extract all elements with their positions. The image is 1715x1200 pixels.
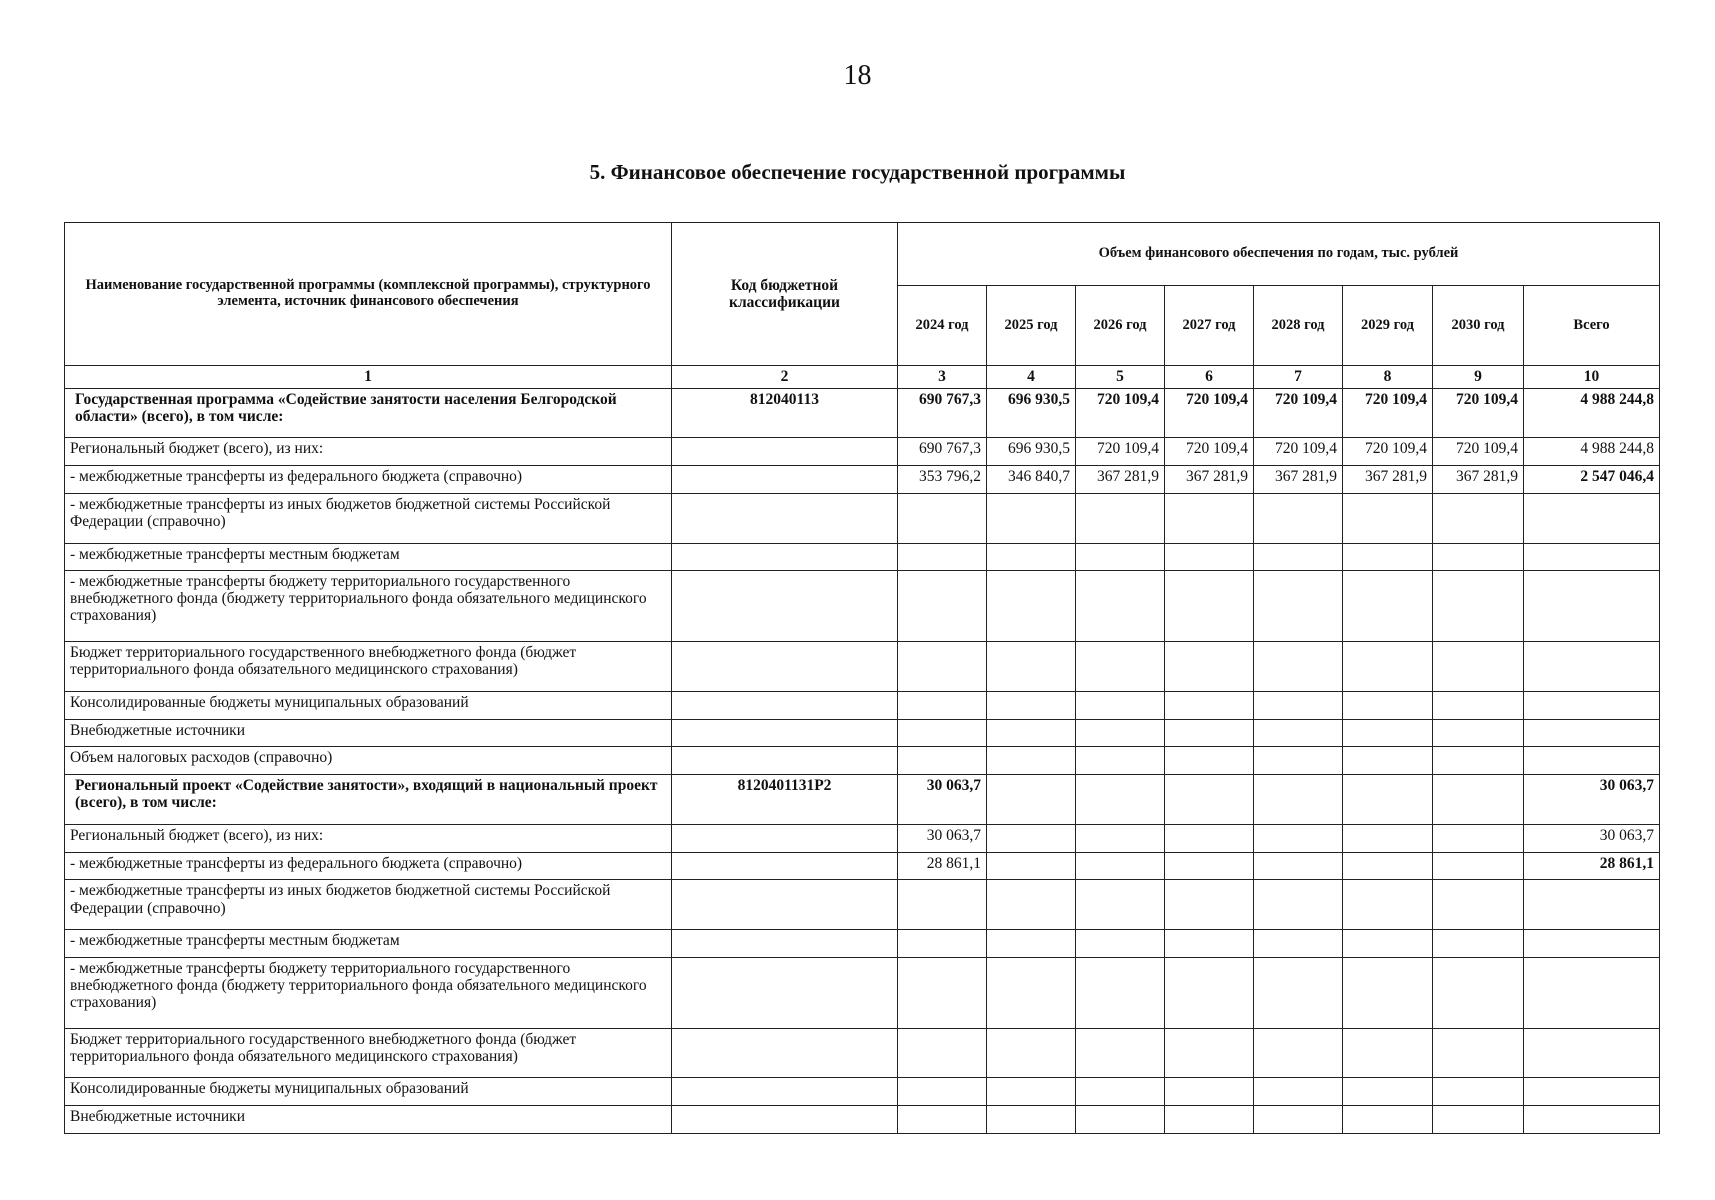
column-number: 2	[672, 366, 898, 389]
row-year-value	[1076, 929, 1165, 957]
row-total-value	[1524, 747, 1660, 775]
row-year-value	[1076, 957, 1165, 1028]
row-year-value	[898, 1105, 987, 1133]
row-code	[672, 929, 898, 957]
row-year-value	[1076, 880, 1165, 929]
row-year-value	[1254, 494, 1343, 543]
row-code: 812040113	[672, 389, 898, 438]
row-year-value	[987, 775, 1076, 824]
row-year-value	[1076, 494, 1165, 543]
row-year-value	[987, 494, 1076, 543]
row-code	[672, 1105, 898, 1133]
table-row	[65, 880, 1660, 929]
row-year-value: 30 063,7	[898, 824, 987, 852]
row-year-value: 696 930,5	[987, 389, 1076, 438]
header-name-column: Наименование государственной программы (комплексной программы), структурного элемента, источник финансового обеспечения	[65, 223, 672, 366]
row-year-value	[987, 929, 1076, 957]
row-year-value	[1076, 775, 1165, 824]
row-code	[672, 1028, 898, 1077]
row-year-value	[987, 1105, 1076, 1133]
row-total-value	[1524, 719, 1660, 747]
row-year-value	[1433, 543, 1524, 571]
row-year-value	[1254, 719, 1343, 747]
row-year-value	[987, 691, 1076, 719]
row-name: - межбюджетные трансферты из федерального бюджета (справочно)	[65, 466, 672, 494]
row-year-value	[1433, 571, 1524, 642]
table-row	[65, 691, 1660, 719]
row-year-value	[898, 543, 987, 571]
row-year-value	[987, 747, 1076, 775]
row-year-value	[1254, 880, 1343, 929]
row-year-value: 720 109,4	[1343, 389, 1433, 438]
row-year-value: 720 109,4	[1254, 389, 1343, 438]
row-year-value	[898, 571, 987, 642]
row-total-value	[1524, 571, 1660, 642]
row-year-value	[987, 642, 1076, 691]
row-year-value	[1433, 494, 1524, 543]
row-year-value	[898, 691, 987, 719]
row-code: 8120401131Р2	[672, 775, 898, 824]
row-name: Внебюджетные источники	[65, 719, 672, 747]
row-year-value	[1076, 719, 1165, 747]
row-year-value	[898, 494, 987, 543]
row-total-value	[1524, 929, 1660, 957]
row-year-value	[1433, 824, 1524, 852]
row-year-value	[1076, 747, 1165, 775]
row-year-value	[1254, 1028, 1343, 1077]
row-year-value	[1343, 691, 1433, 719]
row-year-value	[1433, 852, 1524, 880]
row-code	[672, 824, 898, 852]
column-number: 5	[1076, 366, 1165, 389]
row-year-value: 720 109,4	[1076, 438, 1165, 466]
row-year-value: 720 109,4	[1076, 389, 1165, 438]
row-year-value: 367 281,9	[1165, 466, 1254, 494]
row-year-value	[1433, 1105, 1524, 1133]
row-total-value: 28 861,1	[1524, 852, 1660, 880]
row-year-value: 30 063,7	[898, 775, 987, 824]
row-year-value	[1343, 824, 1433, 852]
row-year-value	[1433, 957, 1524, 1028]
row-total-value	[1524, 1105, 1660, 1133]
table-row	[65, 543, 1660, 571]
row-total-value: 30 063,7	[1524, 775, 1660, 824]
table-row	[65, 747, 1660, 775]
row-year-value	[1254, 1105, 1343, 1133]
row-year-value: 353 796,2	[898, 466, 987, 494]
row-year-value	[1343, 957, 1433, 1028]
row-year-value	[1076, 1105, 1165, 1133]
row-year-value	[1165, 775, 1254, 824]
row-total-value	[1524, 494, 1660, 543]
row-year-value	[1165, 852, 1254, 880]
row-year-value	[1076, 543, 1165, 571]
row-year-value	[1343, 719, 1433, 747]
row-year-value	[1343, 543, 1433, 571]
header-row	[65, 223, 1660, 286]
column-numbers-row	[65, 366, 1660, 389]
row-year-value	[987, 880, 1076, 929]
row-year-value	[1433, 880, 1524, 929]
row-year-value	[1343, 1105, 1433, 1133]
row-year-value	[1254, 571, 1343, 642]
row-year-value	[898, 1028, 987, 1077]
row-year-value	[898, 747, 987, 775]
row-total-value	[1524, 1028, 1660, 1077]
table-row	[65, 494, 1660, 543]
table-row	[65, 466, 1660, 494]
row-name: Бюджет территориального государственного внебюджетного фонда (бюджет территориального фонда обязательного медицинского страхования)	[65, 642, 672, 691]
row-name: Объем налоговых расходов (справочно)	[65, 747, 672, 775]
row-total-value	[1524, 1078, 1660, 1106]
row-year-value	[1076, 1078, 1165, 1106]
row-year-value	[1254, 852, 1343, 880]
row-year-value	[1433, 775, 1524, 824]
header-total: Всего	[1524, 286, 1660, 366]
header-year: 2025 год	[987, 286, 1076, 366]
column-number: 7	[1254, 366, 1343, 389]
row-year-value: 367 281,9	[1433, 466, 1524, 494]
row-code	[672, 719, 898, 747]
row-year-value	[1433, 929, 1524, 957]
row-year-value	[1343, 880, 1433, 929]
row-year-value: 367 281,9	[1076, 466, 1165, 494]
row-total-value: 4 988 244,8	[1524, 438, 1660, 466]
row-year-value	[1165, 719, 1254, 747]
row-year-value	[1165, 1105, 1254, 1133]
row-name: - межбюджетные трансферты местным бюджетам	[65, 543, 672, 571]
table-row	[65, 1078, 1660, 1106]
table-row	[65, 1028, 1660, 1077]
row-code	[672, 1078, 898, 1106]
column-number: 9	[1433, 366, 1524, 389]
row-year-value: 367 281,9	[1254, 466, 1343, 494]
row-name: - межбюджетные трансферты местным бюджетам	[65, 929, 672, 957]
row-code	[672, 571, 898, 642]
row-year-value	[898, 929, 987, 957]
header-volume-group: Объем финансового обеспечения по годам, тыс. рублей	[898, 223, 1660, 286]
row-code	[672, 957, 898, 1028]
row-year-value	[1165, 1028, 1254, 1077]
row-year-value	[1254, 957, 1343, 1028]
row-total-value	[1524, 691, 1660, 719]
row-year-value	[1343, 852, 1433, 880]
table-row	[65, 571, 1660, 642]
row-total-value: 4 988 244,8	[1524, 389, 1660, 438]
row-code	[672, 642, 898, 691]
row-code	[672, 691, 898, 719]
header-year: 2028 год	[1254, 286, 1343, 366]
row-year-value	[1254, 691, 1343, 719]
row-year-value	[987, 824, 1076, 852]
row-year-value: 696 930,5	[987, 438, 1076, 466]
row-year-value	[1254, 747, 1343, 775]
row-year-value	[1165, 494, 1254, 543]
row-year-value	[1254, 642, 1343, 691]
row-code	[672, 747, 898, 775]
row-name: Региональный бюджет (всего), из них:	[65, 438, 672, 466]
row-year-value: 367 281,9	[1343, 466, 1433, 494]
row-year-value	[1343, 1028, 1433, 1077]
row-year-value	[1433, 747, 1524, 775]
financing-table	[64, 222, 1660, 1134]
row-year-value	[1076, 852, 1165, 880]
row-year-value	[1254, 1078, 1343, 1106]
row-total-value	[1524, 957, 1660, 1028]
column-number: 1	[65, 366, 672, 389]
row-code	[672, 466, 898, 494]
section-title: 5. Финансовое обеспечение государственной программы	[589, 160, 1126, 184]
row-year-value	[1343, 747, 1433, 775]
row-year-value	[987, 719, 1076, 747]
row-code	[672, 880, 898, 929]
row-year-value: 690 767,3	[898, 438, 987, 466]
table-row	[65, 852, 1660, 880]
row-year-value	[1343, 1078, 1433, 1106]
row-name: - межбюджетные трансферты из иных бюджетов бюджетной системы Российской Федерации (справочно)	[65, 880, 672, 929]
row-code	[672, 438, 898, 466]
row-year-value	[987, 957, 1076, 1028]
column-number: 8	[1343, 366, 1433, 389]
row-name: - межбюджетные трансферты из иных бюджетов бюджетной системы Российской Федерации (справочно)	[65, 494, 672, 543]
row-year-value	[1343, 642, 1433, 691]
row-year-value: 720 109,4	[1254, 438, 1343, 466]
row-year-value: 720 109,4	[1165, 389, 1254, 438]
row-year-value	[1165, 880, 1254, 929]
row-name: Государственная программа «Содействие занятости населения Белгородской области» (всего), в том числе:	[65, 389, 672, 438]
row-year-value	[1165, 571, 1254, 642]
table-row	[65, 389, 1660, 438]
table-row	[65, 642, 1660, 691]
header-year: 2029 год	[1343, 286, 1433, 366]
row-name: Консолидированные бюджеты муниципальных образований	[65, 691, 672, 719]
row-code	[672, 852, 898, 880]
row-code	[672, 494, 898, 543]
row-year-value	[1433, 1078, 1524, 1106]
row-name: - межбюджетные трансферты бюджету территориального государственного внебюджетного фонда (бюджету территориального фонда обязательного медицинского страхования)	[65, 957, 672, 1028]
row-year-value	[1254, 824, 1343, 852]
column-number: 3	[898, 366, 987, 389]
row-year-value	[1254, 775, 1343, 824]
row-total-value: 2 547 046,4	[1524, 466, 1660, 494]
table-row	[65, 1105, 1660, 1133]
row-name: Бюджет территориального государственного внебюджетного фонда (бюджет территориального фонда обязательного медицинского страхования)	[65, 1028, 672, 1077]
table-row	[65, 775, 1660, 824]
row-year-value: 720 109,4	[1433, 389, 1524, 438]
row-year-value	[987, 852, 1076, 880]
header-code-column: Код бюджетной классификации	[672, 223, 898, 366]
row-name: Консолидированные бюджеты муниципальных образований	[65, 1078, 672, 1106]
header-year: 2030 год	[1433, 286, 1524, 366]
row-year-value: 346 840,7	[987, 466, 1076, 494]
row-year-value	[1165, 929, 1254, 957]
table-row	[65, 438, 1660, 466]
row-year-value	[1165, 691, 1254, 719]
row-year-value	[1165, 543, 1254, 571]
row-year-value	[898, 719, 987, 747]
row-name: - межбюджетные трансферты из федерального бюджета (справочно)	[65, 852, 672, 880]
row-year-value: 690 767,3	[898, 389, 987, 438]
row-year-value	[1165, 1078, 1254, 1106]
row-year-value	[1343, 929, 1433, 957]
row-year-value	[898, 880, 987, 929]
row-year-value	[1165, 957, 1254, 1028]
row-year-value: 720 109,4	[1165, 438, 1254, 466]
row-name: Региональный проект «Содействие занятости», входящий в национальный проект (всего), в том числе:	[65, 775, 672, 824]
row-year-value	[987, 1028, 1076, 1077]
row-year-value: 720 109,4	[1433, 438, 1524, 466]
row-year-value	[898, 1078, 987, 1106]
table-row	[65, 957, 1660, 1028]
row-name: Внебюджетные источники	[65, 1105, 672, 1133]
row-year-value	[1076, 1028, 1165, 1077]
row-code	[672, 543, 898, 571]
row-total-value: 30 063,7	[1524, 824, 1660, 852]
row-name: Региональный бюджет (всего), из них:	[65, 824, 672, 852]
row-year-value	[898, 642, 987, 691]
row-year-value	[987, 543, 1076, 571]
row-year-value	[1433, 642, 1524, 691]
table-row	[65, 929, 1660, 957]
row-year-value: 28 861,1	[898, 852, 987, 880]
row-year-value	[1343, 571, 1433, 642]
row-total-value	[1524, 880, 1660, 929]
row-year-value	[1433, 691, 1524, 719]
row-year-value	[1343, 494, 1433, 543]
row-year-value	[1254, 929, 1343, 957]
row-year-value	[987, 1078, 1076, 1106]
header-year: 2027 год	[1165, 286, 1254, 366]
header-year: 2026 год	[1076, 286, 1165, 366]
column-number: 6	[1165, 366, 1254, 389]
page-number: 18	[843, 60, 872, 91]
row-year-value	[898, 957, 987, 1028]
table-row	[65, 824, 1660, 852]
row-year-value: 720 109,4	[1343, 438, 1433, 466]
row-year-value	[1433, 1028, 1524, 1077]
row-year-value	[1165, 824, 1254, 852]
row-year-value	[1165, 747, 1254, 775]
row-year-value	[1076, 691, 1165, 719]
row-total-value	[1524, 543, 1660, 571]
row-total-value	[1524, 642, 1660, 691]
column-number: 10	[1524, 366, 1660, 389]
row-year-value	[1076, 824, 1165, 852]
header-year: 2024 год	[898, 286, 987, 366]
column-number: 4	[987, 366, 1076, 389]
row-year-value	[987, 571, 1076, 642]
row-year-value	[1433, 719, 1524, 747]
table-row	[65, 719, 1660, 747]
row-name: - межбюджетные трансферты бюджету территориального государственного внебюджетного фонда (бюджету территориального фонда обязательного медицинского страхования)	[65, 571, 672, 642]
row-year-value	[1165, 642, 1254, 691]
row-year-value	[1076, 642, 1165, 691]
row-year-value	[1076, 571, 1165, 642]
row-year-value	[1343, 775, 1433, 824]
row-year-value	[1254, 543, 1343, 571]
